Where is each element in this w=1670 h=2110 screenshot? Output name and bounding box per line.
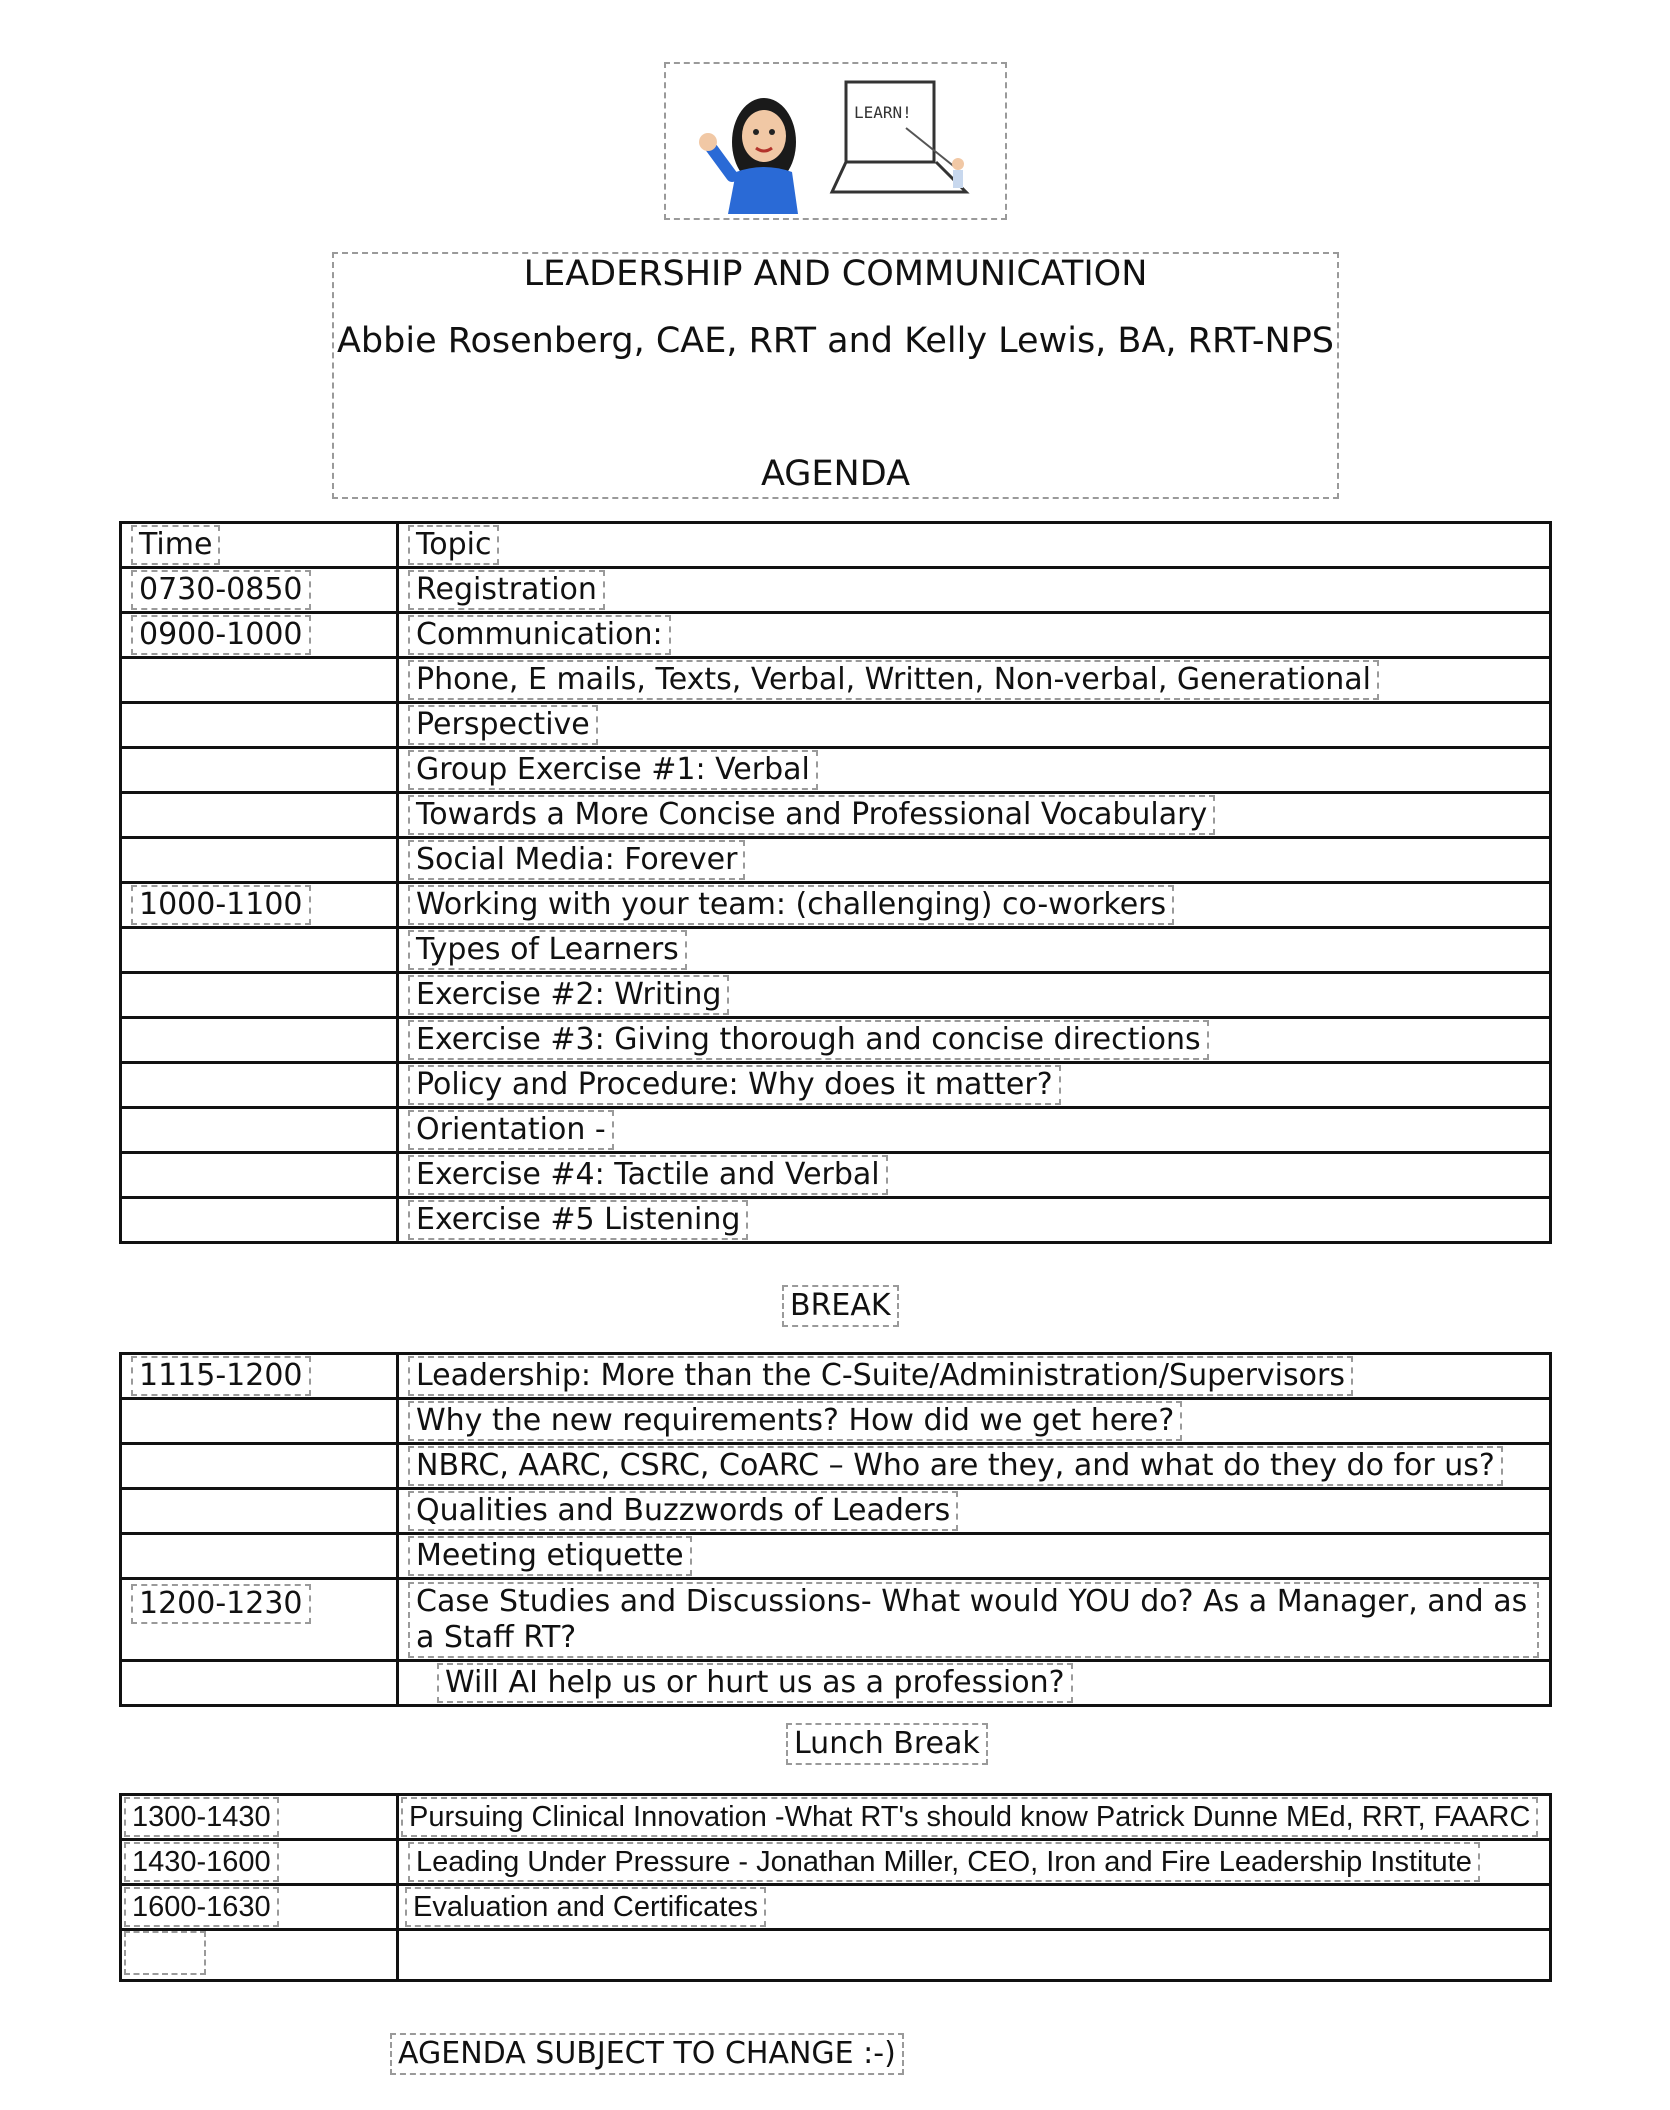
topic-cell: Orientation - bbox=[408, 1110, 614, 1150]
table-row bbox=[121, 1579, 1551, 1661]
table-row bbox=[121, 703, 1551, 748]
agenda-change-note: AGENDA SUBJECT TO CHANGE :-) bbox=[390, 2033, 904, 2075]
agenda-table-afternoon bbox=[119, 1793, 1552, 1982]
agenda-table-morning bbox=[119, 521, 1552, 1244]
time-cell: 1430-1600 bbox=[124, 1842, 279, 1882]
time-cell: 1600-1630 bbox=[124, 1887, 279, 1927]
header-time: Time bbox=[131, 525, 220, 565]
topic-cell: Meeting etiquette bbox=[408, 1536, 692, 1576]
table-row bbox=[121, 883, 1551, 928]
topic-cell: Phone, E mails, Texts, Verbal, Written, Non-verbal, Generational bbox=[408, 660, 1379, 700]
table-row bbox=[121, 1661, 1551, 1706]
lunch-break-label: Lunch Break bbox=[786, 1723, 988, 1765]
table-row bbox=[121, 1930, 1551, 1981]
table-row bbox=[121, 1795, 1551, 1840]
topic-cell: Leading Under Pressure - Jonathan Miller, CEO, Iron and Fire Leadership Institute bbox=[408, 1842, 1480, 1882]
table-row bbox=[121, 1534, 1551, 1579]
topic-cell: Exercise #2: Writing bbox=[408, 975, 729, 1015]
table-row bbox=[121, 568, 1551, 613]
table-row bbox=[121, 1444, 1551, 1489]
empty-time-cell bbox=[124, 1931, 206, 1975]
table-row bbox=[121, 973, 1551, 1018]
time-cell: 1000-1100 bbox=[131, 885, 311, 925]
table-row bbox=[121, 1840, 1551, 1885]
topic-cell: Registration bbox=[408, 570, 605, 610]
topic-cell: Exercise #3: Giving thorough and concise directions bbox=[408, 1020, 1209, 1060]
table-row bbox=[121, 658, 1551, 703]
teacher-learn-illustration bbox=[666, 64, 1005, 218]
agenda-heading: AGENDA bbox=[760, 454, 911, 494]
time-cell: 0900-1000 bbox=[131, 615, 311, 655]
table-row bbox=[121, 1399, 1551, 1444]
topic-cell: Communication: bbox=[408, 615, 671, 655]
time-cell: 1115-1200 bbox=[131, 1356, 311, 1396]
logo-illustration bbox=[664, 62, 1007, 220]
table-row bbox=[121, 1153, 1551, 1198]
table-row bbox=[121, 1885, 1551, 1930]
header-topic: Topic bbox=[408, 525, 499, 565]
topic-cell: NBRC, AARC, CSRC, CoARC – Who are they, and what do they do for us? bbox=[408, 1446, 1503, 1486]
topic-cell: Towards a More Concise and Professional Vocabulary bbox=[408, 795, 1215, 835]
time-cell: 1200-1230 bbox=[131, 1584, 311, 1624]
presenters-line: Abbie Rosenberg, CAE, RRT and Kelly Lewis, BA, RRT-NPS bbox=[336, 321, 1335, 361]
table-row bbox=[121, 1063, 1551, 1108]
table-row bbox=[121, 1018, 1551, 1063]
topic-cell: Social Media: Forever bbox=[408, 840, 745, 880]
table-row bbox=[121, 613, 1551, 658]
topic-cell: Perspective bbox=[408, 705, 598, 745]
topic-cell: Evaluation and Certificates bbox=[405, 1887, 766, 1927]
topic-cell: Will AI help us or hurt us as a profession? bbox=[437, 1663, 1073, 1703]
topic-cell: Pursuing Clinical Innovation -What RT's should know Patrick Dunne MEd, RRT, FAARC bbox=[401, 1797, 1538, 1837]
topic-cell: Why the new requirements? How did we get here? bbox=[408, 1401, 1182, 1441]
topic-cell: Policy and Procedure: Why does it matter? bbox=[408, 1065, 1061, 1105]
table-header-row bbox=[121, 523, 1551, 568]
topic-cell: Exercise #4: Tactile and Verbal bbox=[408, 1155, 888, 1195]
table-row bbox=[121, 838, 1551, 883]
topic-cell: Group Exercise #1: Verbal bbox=[408, 750, 818, 790]
event-title: LEADERSHIP AND COMMUNICATION bbox=[523, 254, 1148, 294]
time-cell: 1300-1430 bbox=[124, 1797, 279, 1837]
table-row bbox=[121, 748, 1551, 793]
topic-cell: Qualities and Buzzwords of Leaders bbox=[408, 1491, 958, 1531]
table-row bbox=[121, 928, 1551, 973]
time-cell: 0730-0850 bbox=[131, 570, 311, 610]
table-row bbox=[121, 1108, 1551, 1153]
topic-cell: Working with your team: (challenging) co-workers bbox=[408, 885, 1174, 925]
topic-cell: Exercise #5 Listening bbox=[408, 1200, 748, 1240]
table-row bbox=[121, 1198, 1551, 1243]
topic-cell: Types of Learners bbox=[408, 930, 687, 970]
header-block bbox=[332, 252, 1339, 499]
topic-cell: Leadership: More than the C-Suite/Administration/Supervisors bbox=[408, 1356, 1353, 1396]
break-label: BREAK bbox=[782, 1285, 899, 1327]
topic-cell: Case Studies and Discussions- What would YOU do? As a Manager, and as a Staff RT? bbox=[408, 1582, 1539, 1658]
logo-caption: LEARN! bbox=[854, 103, 912, 122]
table-row bbox=[121, 1354, 1551, 1399]
table-row bbox=[121, 793, 1551, 838]
table-row bbox=[121, 1489, 1551, 1534]
agenda-table-midday bbox=[119, 1352, 1552, 1707]
